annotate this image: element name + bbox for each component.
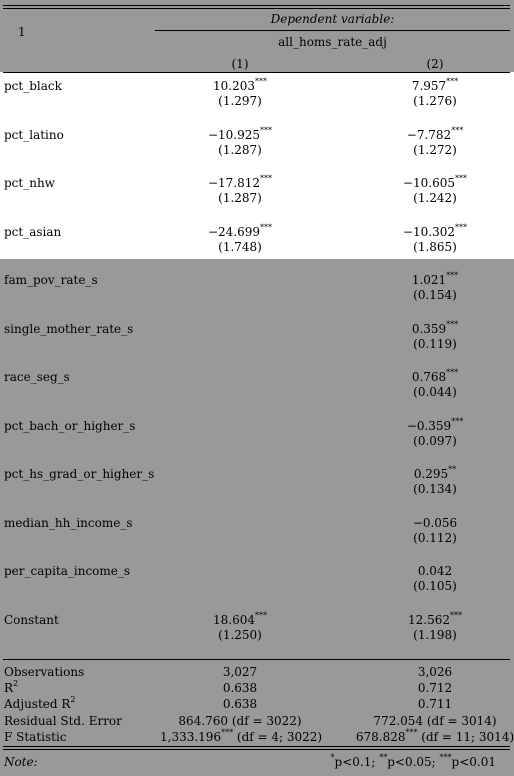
se-col2: (0.044) [413,385,457,399]
row-label: race_seg_s [4,370,70,384]
note-label: Note: [4,755,38,769]
stats-rule [3,659,510,660]
coef-col2: 1.021*** [411,271,459,287]
se-col2: (1.276) [413,94,457,108]
bottom-rule [3,746,510,747]
se-col2: (1.272) [413,143,457,157]
coef-col2: 0.359*** [411,320,459,336]
coef-col1: −17.812*** [207,174,273,190]
coef-col1: −24.699*** [207,223,273,239]
stat-col1: 3,027 [222,665,258,679]
se-col2: (0.097) [413,434,457,448]
coef-col2: −10.302*** [402,223,468,239]
stat-col1: 0.638 [222,681,258,695]
dep-var-rule [155,30,510,31]
row-label: pct_bach_or_higher_s [4,419,136,433]
stat-col2: 772.054 (df = 3014) [373,714,497,728]
se-col2: (0.105) [413,579,457,593]
row-label: median_hh_income_s [4,516,133,530]
coef-col2: −10.605*** [402,174,468,190]
se-col1: (1.287) [218,143,262,157]
row-label: Constant [4,613,59,627]
stat-col2: 678.828*** (df = 11; 3014) [355,728,514,744]
stat-col2: 0.711 [417,697,453,711]
se-col2: (1.242) [413,191,457,205]
se-col1: (1.748) [218,240,262,254]
stat-col1: 0.638 [222,697,258,711]
se-col1: (1.287) [218,191,262,205]
coef-col1: −10.925*** [207,126,273,142]
stat-label: Residual Std. Error [4,714,122,728]
stat-label: F Statistic [4,730,67,744]
row-label: pct_asian [4,225,62,239]
stat-col1: 864.760 (df = 3022) [178,714,302,728]
se-col1: (1.250) [218,628,262,642]
row-label: pct_black [4,79,62,93]
se-col2: (0.112) [413,531,457,545]
top-rule-2 [3,8,510,9]
col-header-2: (2) [426,57,444,71]
header-rule [3,72,510,73]
coef-col2: 7.957*** [411,77,459,93]
coef-col2: 12.562*** [408,611,462,627]
row-label: pct_latino [4,128,64,142]
row-label: pct_hs_grad_or_higher_s [4,467,155,481]
se-col2: (0.119) [413,337,457,351]
coef-col2: −0.056 [412,516,458,530]
row-label: per_capita_income_s [4,564,131,578]
coef-col2: 0.042 [417,564,453,578]
se-col2: (1.865) [413,240,457,254]
dep-var-name: all_homs_rate_adj [278,35,387,49]
corner-label: 1 [18,25,26,39]
stat-label: Adjusted $R^2$ [4,695,76,711]
note-text: *p<0.1; **p<0.05; ***p<0.01 [330,753,496,769]
coef-col2: 0.768*** [411,368,459,384]
se-col2: (0.134) [413,482,457,496]
coef-col2: 0.295** [413,465,457,481]
row-label: pct_nhw [4,176,55,190]
stat-col2: 0.712 [417,681,453,695]
top-rule [3,5,510,6]
col-header-1: (1) [231,57,249,71]
coef-col1: 10.203*** [213,77,267,93]
stat-label: $R^2$ [4,679,19,695]
coef-col2: −0.359*** [406,417,464,433]
bottom-rule-2 [3,749,510,750]
stat-label: Observations [4,665,85,679]
coef-col2: −7.782*** [406,126,464,142]
se-col2: (1.198) [413,628,457,642]
stat-col1: 1,333.196*** (df = 4; 3022) [160,728,323,744]
se-col2: (0.154) [413,288,457,302]
row-label: single_mother_rate_s [4,322,134,336]
se-col1: (1.297) [218,94,262,108]
coef-col1: 18.604*** [213,611,267,627]
dep-var-title: Dependent variable: [270,12,395,26]
row-label: fam_pov_rate_s [4,273,98,287]
stat-col2: 3,026 [417,665,453,679]
